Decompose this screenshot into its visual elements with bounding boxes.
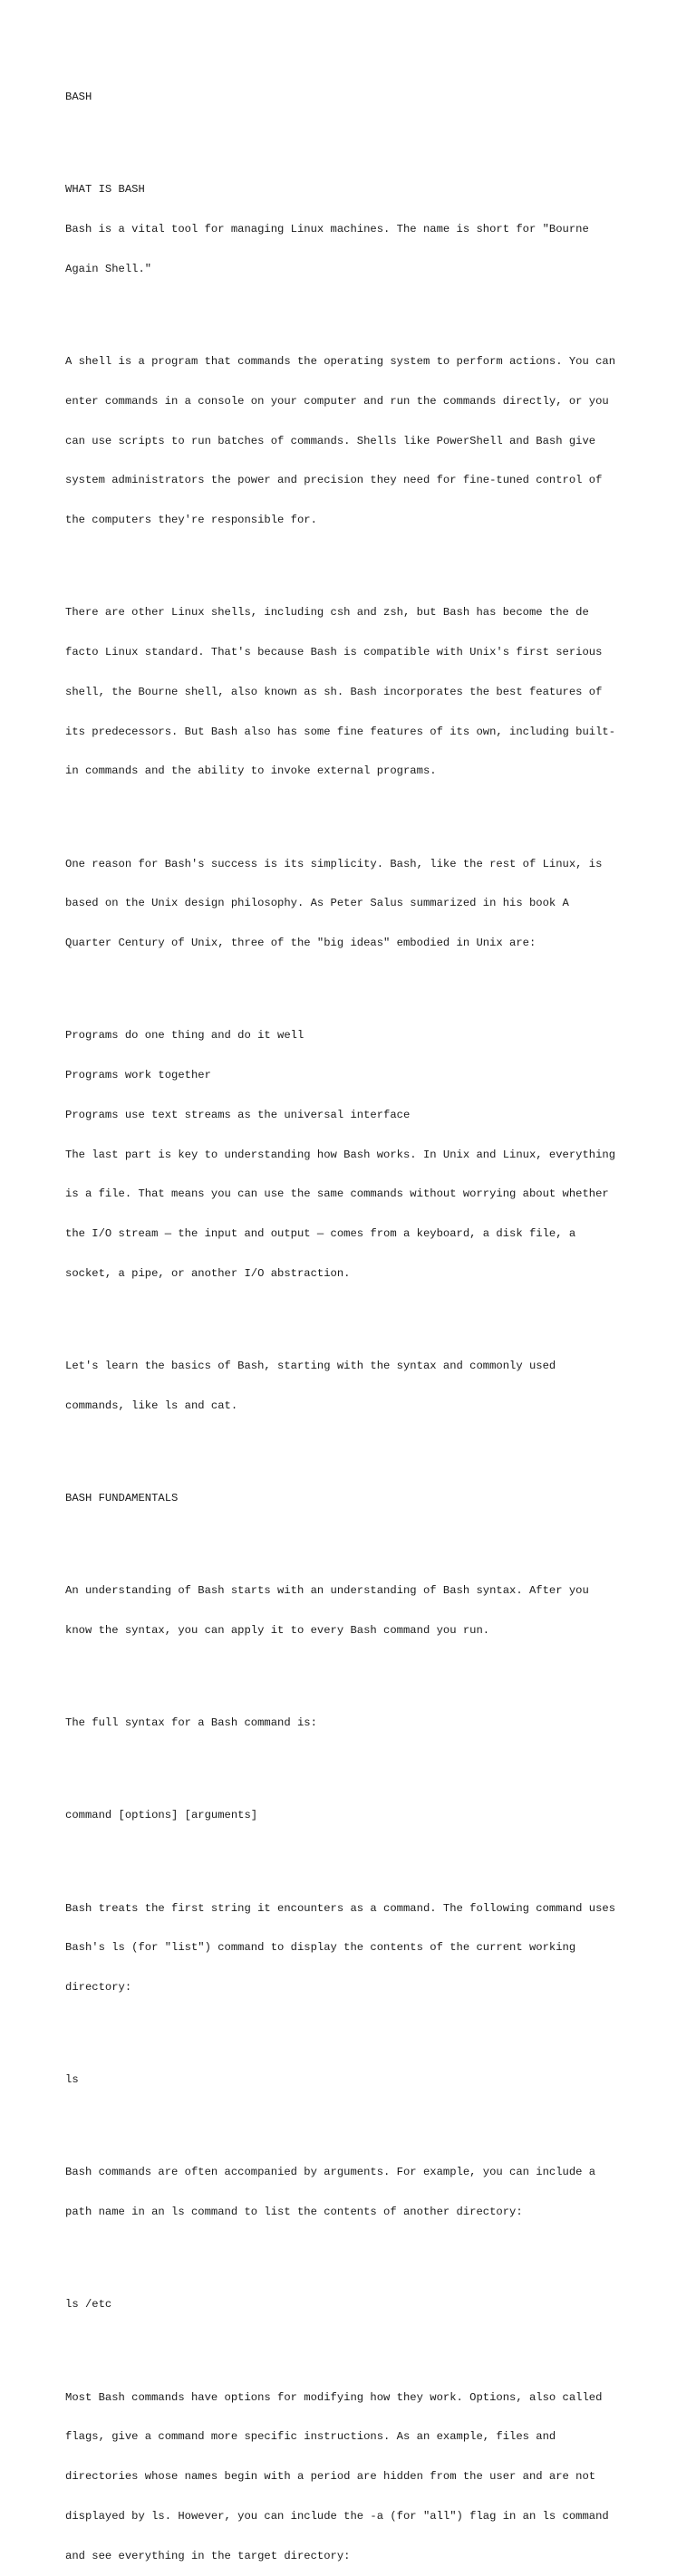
paragraph-line: Quarter Century of Unix, three of the "big ideas" embodied in Unix are:	[65, 937, 536, 950]
spacer	[65, 130, 645, 144]
paragraph-line: system administrators the power and precision they need for fine-tuned control of	[65, 474, 603, 487]
paragraph-line: commands, like ls and cat.	[65, 1399, 238, 1412]
code-command: ls /etc	[65, 2298, 112, 2312]
paragraph-line: Let's learn the basics of Bash, starting with the syntax and commonly used	[65, 1360, 556, 1373]
code-syntax: command [options] [arguments]	[65, 1809, 258, 1822]
list-item: Programs work together	[65, 1069, 211, 1082]
list-item: Programs use text streams as the universal interface	[65, 1108, 411, 1121]
spacer	[65, 303, 645, 316]
section-heading-what-is-bash: WHAT IS BASH	[65, 183, 145, 197]
paragraph-line: enter commands in a console on your computer and run the commands directly, or you	[65, 394, 609, 408]
spacer	[65, 804, 645, 818]
paragraph-line: can use scripts to run batches of commands. Shells like PowerShell and Bash give	[65, 434, 596, 447]
paragraph-line: based on the Unix design philosophy. As Peter Salus summarized in his book A	[65, 897, 569, 910]
paragraph-line: the I/O stream — the input and output — comes from a keyboard, a disk file, a	[65, 1227, 576, 1241]
document-title: BASH	[65, 91, 92, 104]
spacer	[65, 1756, 645, 1770]
spacer	[65, 2021, 645, 2034]
paragraph-line: flags, give a command more specific instructions. As an example, files and	[65, 2430, 556, 2444]
paragraph-line: Bash commands are often accompanied by arguments. For example, you can include a	[65, 2166, 596, 2179]
paragraph-line: know the syntax, you can apply it to every Bash command you run.	[65, 1624, 490, 1638]
paragraph-line: is a file. That means you can use the same commands without worrying about whether	[65, 1187, 609, 1201]
spacer	[65, 1532, 645, 1545]
spacer	[65, 976, 645, 990]
spacer	[65, 1664, 645, 1677]
paragraph-line: Most Bash commands have options for modifying how they work. Options, also called	[65, 2390, 603, 2404]
paragraph-line: Bash is a vital tool for managing Linux machines. The name is short for "Bourne	[65, 223, 589, 236]
code-command: ls	[65, 2073, 79, 2087]
paragraph-line: shell, the Bourne shell, also known as sh. Bash incorporates the best features of	[65, 685, 603, 698]
paragraph-line: directories whose names begin with a period are hidden from the user and are not	[65, 2470, 596, 2484]
paragraph-line: Bash treats the first string it encounters as a command. The following command uses	[65, 1901, 616, 1915]
paragraph-line: its predecessors. But Bash also has some fine features of its own, including built-	[65, 725, 616, 738]
spacer	[65, 2245, 645, 2259]
spacer	[65, 553, 645, 567]
spacer	[65, 2113, 645, 2127]
paragraph-line: the computers they're responsible for.	[65, 514, 317, 527]
paragraph-line: The last part is key to understanding how Bash works. In Unix and Linux, everything	[65, 1148, 616, 1161]
paragraph-line: The full syntax for a Bash command is:	[65, 1716, 317, 1730]
spacer	[65, 1307, 645, 1321]
paragraph-line: An understanding of Bash starts with an understanding of Bash syntax. After you	[65, 1584, 589, 1598]
paragraph-line: There are other Linux shells, including csh and zsh, but Bash has become the de	[65, 606, 589, 620]
paragraph-line: and see everything in the target directory:	[65, 2549, 351, 2562]
paragraph-line: facto Linux standard. That's because Bash is compatible with Unix's first serious	[65, 646, 603, 659]
paragraph-line: directory:	[65, 1981, 132, 1994]
paragraph-line: Again Shell."	[65, 262, 152, 275]
paragraph-line: socket, a pipe, or another I/O abstraction.	[65, 1267, 351, 1281]
paragraph-line: Bash's ls (for "list") command to display the contents of the current working	[65, 1941, 576, 1955]
paragraph-line: One reason for Bash's success is its simplicity. Bash, like the rest of Linux, is	[65, 857, 603, 870]
spacer	[65, 1439, 645, 1453]
section-heading-bash-fundamentals: BASH FUNDAMENTALS	[65, 1492, 179, 1505]
paragraph-line: A shell is a program that commands the operating system to perform actions. You can	[65, 355, 616, 369]
paragraph-line: in commands and the ability to invoke external programs.	[65, 764, 437, 778]
spacer	[65, 1849, 645, 1862]
list-item: Programs do one thing and do it well	[65, 1029, 304, 1043]
document-page	[65, 64, 645, 2576]
paragraph-line: path name in an ls command to list the contents of another directory:	[65, 2206, 523, 2219]
spacer	[65, 2338, 645, 2351]
paragraph-line: displayed by ls. However, you can include the -a (for "all") flag in an ls command	[65, 2509, 609, 2523]
